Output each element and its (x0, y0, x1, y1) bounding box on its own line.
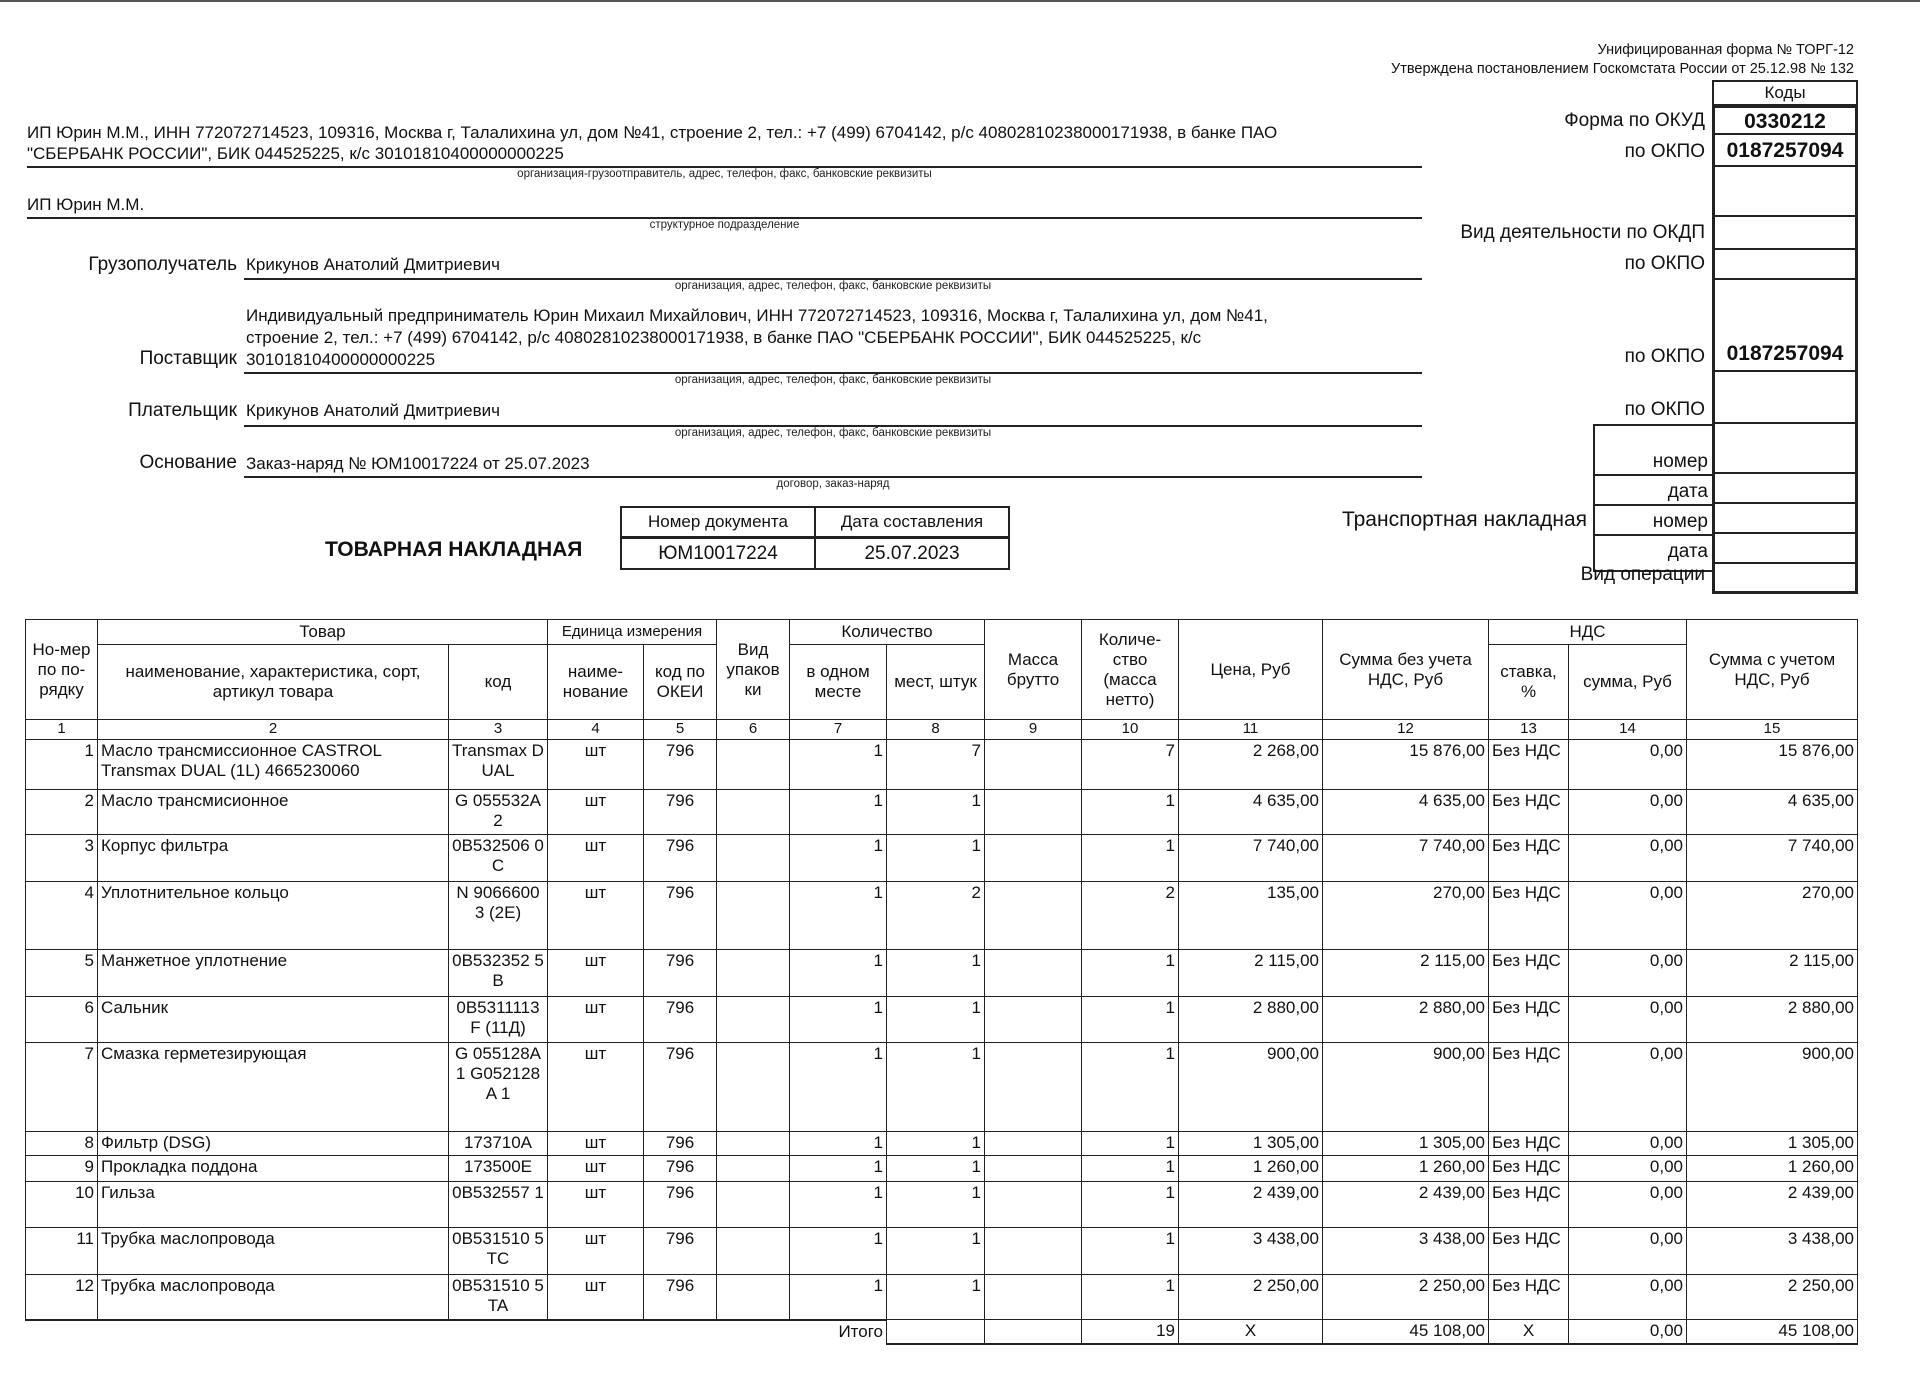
pack-type (717, 1132, 790, 1156)
vat-rate: Без НДС (1489, 790, 1569, 835)
total-vat-sum: 0,00 (1569, 1320, 1687, 1344)
payer-caption: организация, адрес, телефон, факс, банковские реквизиты (674, 427, 992, 439)
header-sum-vat: Сумма с учетом НДС, Руб (1687, 620, 1858, 720)
consignee-okpo-label: по ОКПО (1624, 253, 1705, 274)
consignee-caption: организация, адрес, телефон, факс, банковские реквизиты (674, 280, 992, 292)
sum-with-vat: 2 439,00 (1687, 1182, 1858, 1228)
qty-places: 1 (887, 790, 985, 835)
unit-name: шт (548, 1182, 644, 1228)
row-number: 3 (26, 835, 98, 882)
okud-label: Форма по ОКУД (1564, 110, 1705, 131)
table-row (26, 882, 1858, 950)
header-vat-sum: сумма, Руб (1569, 645, 1687, 720)
row-number: 5 (26, 950, 98, 997)
top-edge-line (0, 0, 1920, 2)
total-vat-rate: X (1489, 1320, 1569, 1344)
gross-weight (985, 1043, 1082, 1132)
vat-rate: Без НДС (1489, 1156, 1569, 1182)
unit-name: шт (548, 1132, 644, 1156)
sum-no-vat: 2 250,00 (1323, 1275, 1489, 1320)
vat-rate: Без НДС (1489, 997, 1569, 1043)
column-number: 12 (1323, 720, 1489, 740)
total-sum-no-vat: 45 108,00 (1323, 1320, 1489, 1344)
vat-rate: Без НДС (1489, 1132, 1569, 1156)
vat-rate: Без НДС (1489, 740, 1569, 790)
net-quantity: 2 (1082, 882, 1179, 950)
unit-okei: 796 (644, 740, 717, 790)
sum-no-vat: 2 880,00 (1323, 997, 1489, 1043)
table-row (26, 997, 1858, 1043)
column-number: 1 (26, 720, 98, 740)
price: 1 260,00 (1179, 1156, 1323, 1182)
total-sum-with-vat: 45 108,00 (1687, 1320, 1858, 1344)
price: 135,00 (1179, 882, 1323, 950)
pack-type (717, 835, 790, 882)
sum-with-vat: 4 635,00 (1687, 790, 1858, 835)
table-row (26, 1156, 1858, 1182)
supplier-okpo-value: 0187257094 (1712, 280, 1858, 372)
operation-value (1712, 564, 1858, 594)
sum-no-vat: 270,00 (1323, 882, 1489, 950)
table-row (26, 740, 1858, 790)
qty-one-place: 1 (790, 790, 887, 835)
unit-name: шт (548, 1043, 644, 1132)
shipper-line-2: "СБЕРБАНК РОССИИ", БИК 044525225, к/с 30101810400000000225 (27, 144, 564, 163)
column-number: 6 (717, 720, 790, 740)
transport-number-value (1712, 504, 1858, 534)
header-qty: Количество (790, 620, 985, 645)
row-number: 12 (26, 1275, 98, 1320)
item-name: Масло трансмиссионное CASTROL Transmax DUAL (1L) 4665230060 (98, 740, 449, 790)
supplier-line-2: строение 2, тел.: +7 (499) 6704142, р/с 40802810238000171938, в банке ПАО "СБЕРБАНК РОССИИ", БИК 044525225, к/с (246, 328, 1202, 347)
vat-rate: Без НДС (1489, 1043, 1569, 1132)
row-number: 4 (26, 882, 98, 950)
consignee-value: Крикунов Анатолий Дмитриевич (246, 255, 500, 274)
table-row (26, 1275, 1858, 1320)
row-number: 9 (26, 1156, 98, 1182)
qty-one-place: 1 (790, 1043, 887, 1132)
vat-rate: Без НДС (1489, 835, 1569, 882)
supplier-okpo-label: по ОКПО (1624, 346, 1705, 367)
consignee-okpo-value (1712, 250, 1858, 280)
qty-one-place: 1 (790, 882, 887, 950)
price: 2 439,00 (1179, 1182, 1323, 1228)
net-quantity: 1 (1082, 1156, 1179, 1182)
document-title: ТОВАРНАЯ НАКЛАДНАЯ (325, 538, 583, 561)
qty-one-place: 1 (790, 1182, 887, 1228)
qty-one-place: 1 (790, 950, 887, 997)
total-net: 19 (1082, 1320, 1179, 1344)
sum-no-vat: 2 115,00 (1323, 950, 1489, 997)
header-vat: НДС (1489, 620, 1687, 645)
pack-type (717, 1043, 790, 1132)
table-row (26, 790, 1858, 835)
basis-number-value (1712, 424, 1858, 474)
transport-date-value (1712, 534, 1858, 564)
vat-sum: 0,00 (1569, 1043, 1687, 1132)
gross-weight (985, 882, 1082, 950)
header-unit-okei: код по ОКЕИ (644, 645, 717, 720)
total-places (887, 1320, 985, 1344)
goods-table (25, 619, 1858, 1345)
header-unit: Единица измерения (548, 620, 717, 645)
total-label: Итого (26, 1320, 887, 1344)
total-gross (985, 1320, 1082, 1344)
item-name: Смазка герметезирующая (98, 1043, 449, 1132)
vat-sum: 0,00 (1569, 950, 1687, 997)
divider (1593, 474, 1714, 476)
item-name: Прокладка поддона (98, 1156, 449, 1182)
supplier-label: Поставщик (139, 348, 237, 369)
net-quantity: 1 (1082, 835, 1179, 882)
unit-okei: 796 (644, 950, 717, 997)
unit-name: шт (548, 835, 644, 882)
sum-with-vat: 1 305,00 (1687, 1132, 1858, 1156)
column-number: 11 (1179, 720, 1323, 740)
net-quantity: 7 (1082, 740, 1179, 790)
unit-okei: 796 (644, 997, 717, 1043)
sum-no-vat: 1 305,00 (1323, 1132, 1489, 1156)
unit-name: шт (548, 740, 644, 790)
unit-name: шт (548, 1275, 644, 1320)
okdp-value (1712, 217, 1858, 250)
qty-places: 1 (887, 1275, 985, 1320)
column-number: 8 (887, 720, 985, 740)
supplier-caption: организация, адрес, телефон, факс, банковские реквизиты (674, 374, 992, 386)
table-row (26, 950, 1858, 997)
price: 2 880,00 (1179, 997, 1323, 1043)
header-unit-name: наиме-нование (548, 645, 644, 720)
vat-sum: 0,00 (1569, 882, 1687, 950)
divider (1593, 534, 1714, 536)
unit-okei: 796 (644, 835, 717, 882)
header-qty-one: в одном месте (790, 645, 887, 720)
vat-sum: 0,00 (1569, 1182, 1687, 1228)
price: 4 635,00 (1179, 790, 1323, 835)
vat-sum: 0,00 (1569, 1275, 1687, 1320)
table-row (26, 1043, 1858, 1132)
sum-with-vat: 2 115,00 (1687, 950, 1858, 997)
qty-places: 1 (887, 950, 985, 997)
basis-caption: договор, заказ-наряд (776, 478, 890, 490)
sum-with-vat: 3 438,00 (1687, 1228, 1858, 1275)
item-code: Transmax DUAL (449, 740, 548, 790)
net-quantity: 1 (1082, 1132, 1179, 1156)
document-number-header: Номер документа (622, 508, 816, 539)
pack-type (717, 790, 790, 835)
pack-type (717, 1156, 790, 1182)
division-value: ИП Юрин М.М. (27, 195, 145, 214)
basis-date-value (1712, 474, 1858, 504)
pack-type (717, 1182, 790, 1228)
item-code: N 90666003 (2E) (449, 882, 548, 950)
unit-okei: 796 (644, 1275, 717, 1320)
payer-value: Крикунов Анатолий Дмитриевич (246, 401, 500, 420)
price: 7 740,00 (1179, 835, 1323, 882)
supplier-line-3: 30101810400000000225 (246, 350, 436, 369)
payer-okpo-value (1712, 372, 1858, 424)
header-goods: Товар (98, 620, 548, 645)
unit-name: шт (548, 882, 644, 950)
transport-date-label: дата (1667, 541, 1708, 562)
net-quantity: 1 (1082, 1228, 1179, 1275)
unit-name: шт (548, 997, 644, 1043)
item-name: Гильза (98, 1182, 449, 1228)
price: 1 305,00 (1179, 1132, 1323, 1156)
column-number: 2 (98, 720, 449, 740)
qty-one-place: 1 (790, 1275, 887, 1320)
qty-places: 2 (887, 882, 985, 950)
header-gross: Масса брутто (985, 620, 1082, 720)
sum-with-vat: 2 880,00 (1687, 997, 1858, 1043)
payer-okpo-label: по ОКПО (1624, 399, 1705, 420)
codes-empty-1 (1712, 167, 1858, 217)
gross-weight (985, 997, 1082, 1043)
unit-name: шт (548, 1228, 644, 1275)
item-code: G 055532A2 (449, 790, 548, 835)
price: 900,00 (1179, 1043, 1323, 1132)
item-code: 0B532352 5B (449, 950, 548, 997)
item-name: Корпус фильтра (98, 835, 449, 882)
qty-places: 1 (887, 997, 985, 1043)
transport-number-label: номер (1652, 511, 1708, 532)
price: 2 268,00 (1179, 740, 1323, 790)
price: 2 250,00 (1179, 1275, 1323, 1320)
vat-rate: Без НДС (1489, 950, 1569, 997)
item-code: 0B5311113 F (11Д) (449, 997, 548, 1043)
gross-weight (985, 835, 1082, 882)
vat-rate: Без НДС (1489, 1182, 1569, 1228)
qty-places: 1 (887, 1182, 985, 1228)
gross-weight (985, 1182, 1082, 1228)
consignee-label: Грузополучатель (88, 254, 237, 275)
shipper-caption: организация-грузоотправитель, адрес, телефон, факс, банковские реквизиты (517, 168, 932, 180)
net-quantity: 1 (1082, 790, 1179, 835)
sum-with-vat: 900,00 (1687, 1043, 1858, 1132)
qty-places: 1 (887, 835, 985, 882)
qty-one-place: 1 (790, 740, 887, 790)
payer-label: Плательщик (128, 400, 237, 421)
header-sum-no-vat: Сумма без учета НДС, Руб (1323, 620, 1489, 720)
item-name: Трубка маслопровода (98, 1228, 449, 1275)
header-price: Цена, Руб (1179, 620, 1323, 720)
pack-type (717, 950, 790, 997)
basis-date-label: дата (1667, 481, 1708, 502)
row-number: 8 (26, 1132, 98, 1156)
approved-label: Утверждена постановлением Госкомстата России от 25.12.98 № 132 (1391, 61, 1854, 77)
vat-sum: 0,00 (1569, 835, 1687, 882)
transport-label: Транспортная накладная (1341, 508, 1587, 531)
gross-weight (985, 1132, 1082, 1156)
row-number: 11 (26, 1228, 98, 1275)
price: 2 115,00 (1179, 950, 1323, 997)
document-date: 25.07.2023 (864, 543, 960, 564)
total-row (26, 1320, 1858, 1344)
row-number: 6 (26, 997, 98, 1043)
qty-one-place: 1 (790, 1228, 887, 1275)
row-number: 1 (26, 740, 98, 790)
table-row (26, 1228, 1858, 1275)
vat-rate: Без НДС (1489, 882, 1569, 950)
okdp-label: Вид деятельности по ОКДП (1460, 222, 1705, 243)
qty-places: 7 (887, 740, 985, 790)
sum-with-vat: 2 250,00 (1687, 1275, 1858, 1320)
column-number: 13 (1489, 720, 1569, 740)
item-name: Манжетное уплотнение (98, 950, 449, 997)
gross-weight (985, 1228, 1082, 1275)
column-number: 14 (1569, 720, 1687, 740)
unit-name: шт (548, 790, 644, 835)
qty-one-place: 1 (790, 997, 887, 1043)
table-row (26, 1132, 1858, 1156)
sum-with-vat: 7 740,00 (1687, 835, 1858, 882)
net-quantity: 1 (1082, 1275, 1179, 1320)
gross-weight (985, 1156, 1082, 1182)
item-name: Сальник (98, 997, 449, 1043)
basis-label: Основание (139, 452, 237, 473)
pack-type (717, 882, 790, 950)
basis-value: Заказ-наряд № ЮМ10017224 от 25.07.2023 (246, 454, 590, 473)
vat-rate: Без НДС (1489, 1228, 1569, 1275)
okud-value: 0330212 (1712, 106, 1858, 135)
table-row (26, 1182, 1858, 1228)
unit-okei: 796 (644, 882, 717, 950)
sum-with-vat: 15 876,00 (1687, 740, 1858, 790)
header-no: Но-мер по по-рядку (26, 620, 98, 720)
qty-one-place: 1 (790, 1132, 887, 1156)
unit-okei: 796 (644, 790, 717, 835)
header-pack: Вид упаков ки (717, 620, 790, 720)
qty-places: 1 (887, 1156, 985, 1182)
sum-no-vat: 3 438,00 (1323, 1228, 1489, 1275)
unit-name: шт (548, 950, 644, 997)
item-name: Уплотнительное кольцо (98, 882, 449, 950)
header-vat-rate: ставка, % (1489, 645, 1569, 720)
gross-weight (985, 740, 1082, 790)
sum-no-vat: 7 740,00 (1323, 835, 1489, 882)
column-number: 9 (985, 720, 1082, 740)
unit-okei: 796 (644, 1182, 717, 1228)
vat-rate: Без НДС (1489, 1275, 1569, 1320)
item-code: 173710A (449, 1132, 548, 1156)
qty-places: 1 (887, 1228, 985, 1275)
item-code: 0B532506 0C (449, 835, 548, 882)
header-goods-code: код (449, 645, 548, 720)
operation-label: Вид операции (1580, 564, 1705, 585)
document-date-header: Дата составления (816, 508, 1008, 539)
header-qty-places: мест, штук (887, 645, 985, 720)
vat-sum: 0,00 (1569, 1156, 1687, 1182)
unit-okei: 796 (644, 1156, 717, 1182)
pack-type (717, 997, 790, 1043)
okpo-label: по ОКПО (1624, 141, 1705, 162)
division-caption: структурное подразделение (649, 219, 800, 231)
vat-sum: 0,00 (1569, 997, 1687, 1043)
item-code: 173500E (449, 1156, 548, 1182)
basis-number-label: номер (1652, 451, 1708, 472)
qty-one-place: 1 (790, 835, 887, 882)
sum-no-vat: 1 260,00 (1323, 1156, 1489, 1182)
sum-no-vat: 2 439,00 (1323, 1182, 1489, 1228)
document-number-date-box (620, 506, 1010, 570)
item-code: 0B531510 5TA (449, 1275, 548, 1320)
item-name: Масло трансмисионное (98, 790, 449, 835)
column-number: 10 (1082, 720, 1179, 740)
net-quantity: 1 (1082, 997, 1179, 1043)
vat-sum: 0,00 (1569, 740, 1687, 790)
sum-with-vat: 270,00 (1687, 882, 1858, 950)
item-name: Трубка маслопровода (98, 1275, 449, 1320)
column-number: 3 (449, 720, 548, 740)
codes-header: Коды (1712, 80, 1858, 106)
header-goods-name: наименование, характеристика, сорт, артикул товара (98, 645, 449, 720)
total-price: X (1179, 1320, 1323, 1344)
row-number: 7 (26, 1043, 98, 1132)
unified-form-label: Унифицированная форма № ТОРГ-12 (1597, 42, 1854, 58)
unit-okei: 796 (644, 1228, 717, 1275)
table-row (26, 835, 1858, 882)
pack-type (717, 740, 790, 790)
qty-one-place: 1 (790, 1156, 887, 1182)
supplier-line-1: Индивидуальный предприниматель Юрин Михаил Михайлович, ИНН 772072714523, 109316, Москва г, Талалихина ул, дом №41, (246, 306, 1268, 325)
gross-weight (985, 790, 1082, 835)
header-net: Количе-ство (масса нетто) (1082, 620, 1179, 720)
net-quantity: 1 (1082, 1043, 1179, 1132)
qty-places: 1 (887, 1132, 985, 1156)
sum-with-vat: 1 260,00 (1687, 1156, 1858, 1182)
sum-no-vat: 900,00 (1323, 1043, 1489, 1132)
qty-places: 1 (887, 1043, 985, 1132)
unit-okei: 796 (644, 1132, 717, 1156)
column-number: 7 (790, 720, 887, 740)
net-quantity: 1 (1082, 950, 1179, 997)
pack-type (717, 1275, 790, 1320)
item-code: 0B531510 5TC (449, 1228, 548, 1275)
column-number: 4 (548, 720, 644, 740)
gross-weight (985, 950, 1082, 997)
gross-weight (985, 1275, 1082, 1320)
pack-type (717, 1228, 790, 1275)
sum-no-vat: 4 635,00 (1323, 790, 1489, 835)
net-quantity: 1 (1082, 1182, 1179, 1228)
row-number: 2 (26, 790, 98, 835)
vat-sum: 0,00 (1569, 790, 1687, 835)
vat-sum: 0,00 (1569, 1132, 1687, 1156)
price: 3 438,00 (1179, 1228, 1323, 1275)
divider (1593, 504, 1714, 506)
row-number: 10 (26, 1182, 98, 1228)
item-code: 0B532557 1 (449, 1182, 548, 1228)
column-number: 15 (1687, 720, 1858, 740)
item-name: Фильтр (DSG) (98, 1132, 449, 1156)
okpo-value: 0187257094 (1712, 135, 1858, 167)
vat-sum: 0,00 (1569, 1228, 1687, 1275)
unit-okei: 796 (644, 1043, 717, 1132)
sum-no-vat: 15 876,00 (1323, 740, 1489, 790)
item-code: G 055128A1 G052128A 1 (449, 1043, 548, 1132)
shipper-line-1: ИП Юрин М.М., ИНН 772072714523, 109316, Москва г, Талалихина ул, дом №41, строение 2, тел.: +7 (499) 6704142, р/с 40802810238000171938, в банке ПАО (27, 123, 1278, 142)
unit-name: шт (548, 1156, 644, 1182)
column-number: 5 (644, 720, 717, 740)
document-number: ЮМ10017224 (622, 539, 816, 568)
